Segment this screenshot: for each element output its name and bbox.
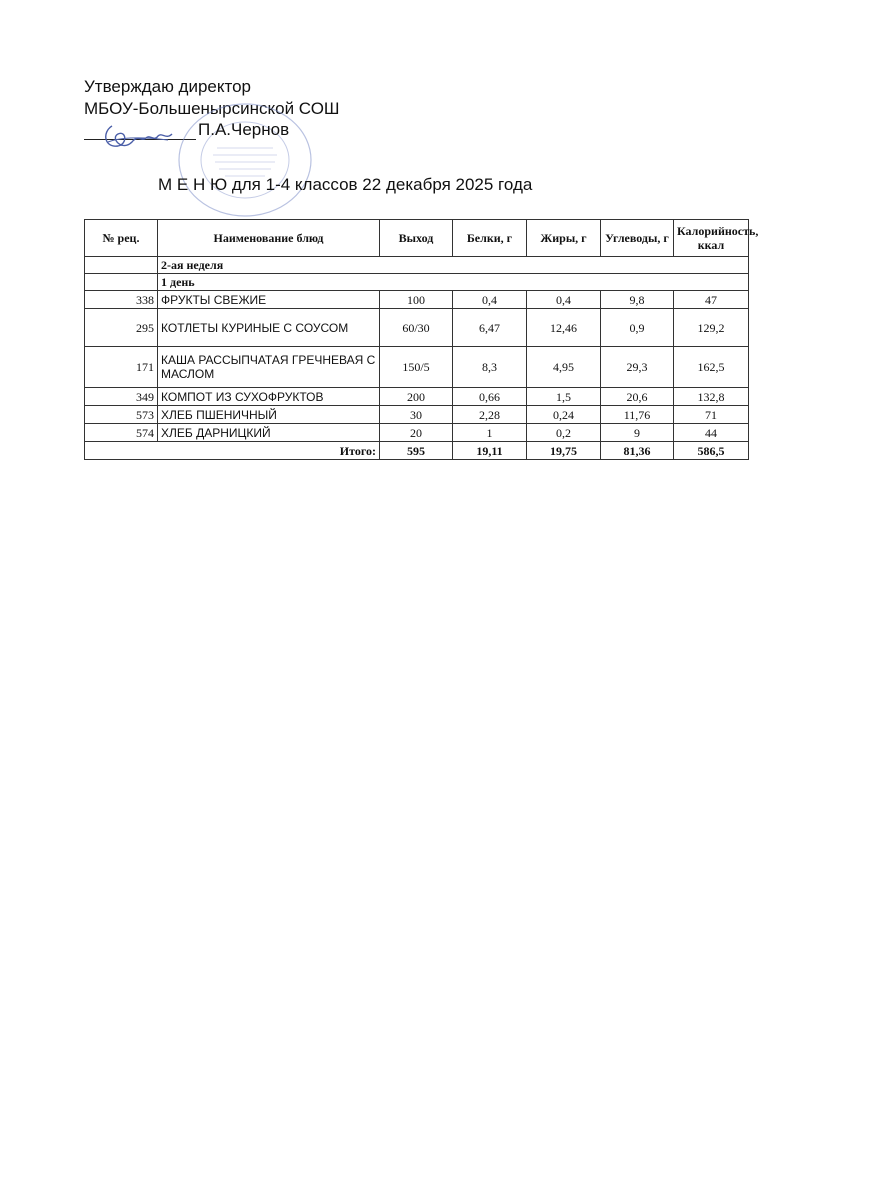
recipe-number: 171: [85, 347, 158, 388]
fat-value: 4,95: [527, 347, 601, 388]
header-protein: Белки, г: [453, 220, 527, 257]
table-row: [85, 347, 749, 388]
recipe-number: 338: [85, 291, 158, 309]
calories-value: 162,5: [674, 347, 749, 388]
stamp-seal: [175, 100, 315, 225]
week-row: [85, 257, 749, 274]
fat-value: 1,5: [527, 388, 601, 406]
day-label: 1 день: [158, 274, 749, 291]
carbs-value: 0,9: [601, 309, 674, 347]
header-dish-name: Наименование блюд: [158, 220, 380, 257]
total-calories: 586,5: [674, 442, 749, 460]
calories-value: 44: [674, 424, 749, 442]
total-carbs: 81,36: [601, 442, 674, 460]
table-row: [85, 406, 749, 424]
dish-name: КОТЛЕТЫ КУРИНЫЕ С СОУСОМ: [158, 309, 380, 347]
carbs-value: 9: [601, 424, 674, 442]
header-yield: Выход: [380, 220, 453, 257]
table-row: [85, 309, 749, 347]
recipe-number: 574: [85, 424, 158, 442]
total-protein: 19,11: [453, 442, 527, 460]
total-label: Итого:: [85, 442, 380, 460]
table-row: [85, 424, 749, 442]
dish-name: ХЛЕБ ПШЕНИЧНЫЙ: [158, 406, 380, 424]
yield-value: 200: [380, 388, 453, 406]
yield-value: 100: [380, 291, 453, 309]
protein-value: 8,3: [453, 347, 527, 388]
protein-value: 6,47: [453, 309, 527, 347]
dish-name: ХЛЕБ ДАРНИЦКИЙ: [158, 424, 380, 442]
signature-image: [98, 112, 178, 165]
carbs-value: 9,8: [601, 291, 674, 309]
header-fat: Жиры, г: [527, 220, 601, 257]
protein-value: 2,28: [453, 406, 527, 424]
protein-value: 0,66: [453, 388, 527, 406]
week-label: 2-ая неделя: [158, 257, 749, 274]
table-row: [85, 291, 749, 309]
calories-value: 129,2: [674, 309, 749, 347]
header-recipe-number: № рец.: [85, 220, 158, 257]
recipe-number: 573: [85, 406, 158, 424]
recipe-number: 349: [85, 388, 158, 406]
header-calories: Калорийность, ккал: [674, 220, 749, 257]
protein-value: 0,4: [453, 291, 527, 309]
menu-title: М Е Н Ю для 1-4 классов 22 декабря 2025 года: [158, 175, 533, 194]
fat-value: 0,24: [527, 406, 601, 424]
dish-name: КАША РАССЫПЧАТАЯ ГРЕЧНЕВАЯ С МАСЛОМ: [158, 347, 380, 388]
signer-name: П.А.Чернов: [198, 120, 290, 139]
header-carbs: Углеводы, г: [601, 220, 674, 257]
yield-value: 150/5: [380, 347, 453, 388]
carbs-value: 29,3: [601, 347, 674, 388]
fat-value: 0,2: [527, 424, 601, 442]
day-row: [85, 274, 749, 291]
approval-line-2: МБОУ-Большенырсинской СОШ: [84, 99, 340, 118]
approval-line-1: Утверждаю директор: [84, 77, 252, 96]
yield-value: 30: [380, 406, 453, 424]
calories-value: 132,8: [674, 388, 749, 406]
header-row: [85, 220, 749, 257]
carbs-value: 20,6: [601, 388, 674, 406]
calories-value: 71: [674, 406, 749, 424]
yield-value: 60/30: [380, 309, 453, 347]
fat-value: 12,46: [527, 309, 601, 347]
yield-value: 20: [380, 424, 453, 442]
total-yield: 595: [380, 442, 453, 460]
menu-table: [84, 219, 759, 460]
recipe-number: 295: [85, 309, 158, 347]
calories-value: 47: [674, 291, 749, 309]
dish-name: ФРУКТЫ СВЕЖИЕ: [158, 291, 380, 309]
dish-name: КОМПОТ ИЗ СУХОФРУКТОВ: [158, 388, 380, 406]
total-row: [85, 442, 749, 460]
total-fat: 19,75: [527, 442, 601, 460]
table-row: [85, 388, 749, 406]
fat-value: 0,4: [527, 291, 601, 309]
protein-value: 1: [453, 424, 527, 442]
carbs-value: 11,76: [601, 406, 674, 424]
